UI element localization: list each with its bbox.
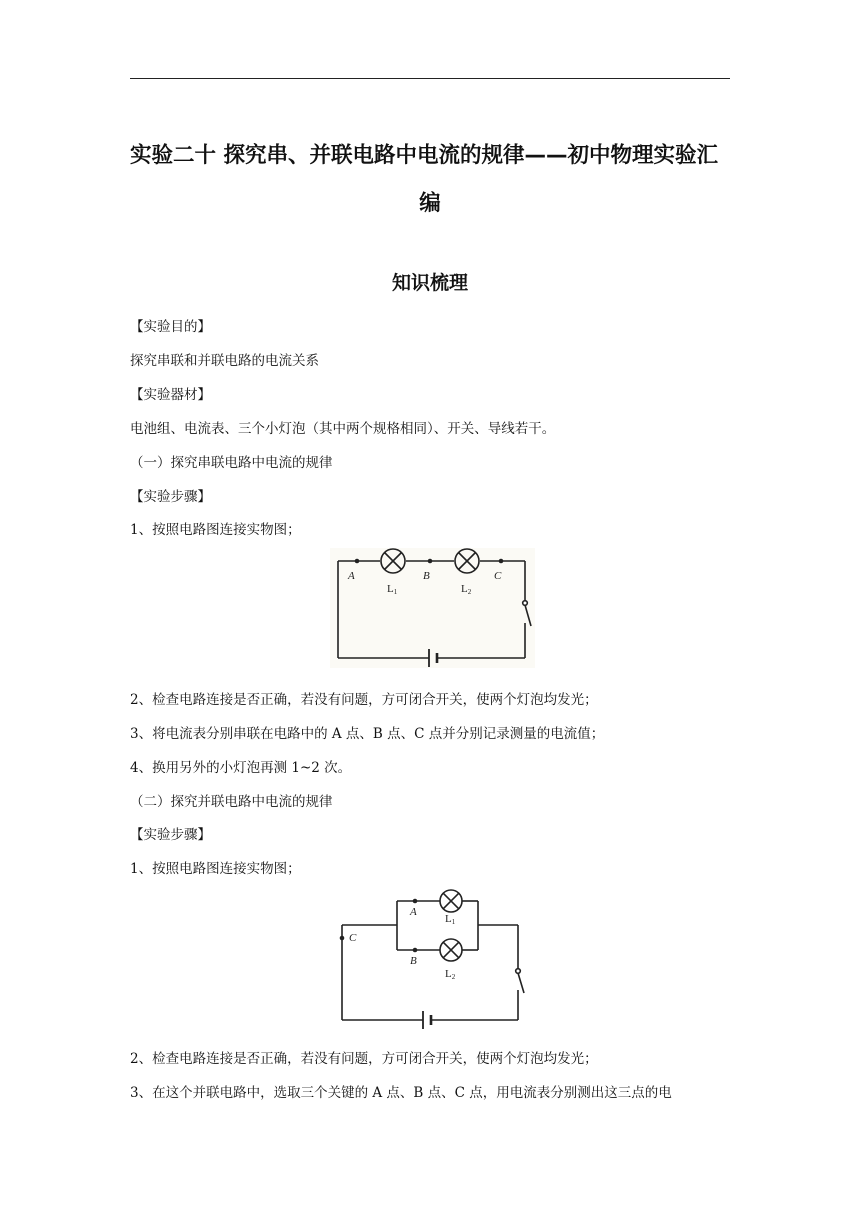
materials-text: 电池组、电流表、三个小灯泡（其中两个规格相同）、开关、导线若干。: [130, 421, 556, 437]
step1-1: 1、按照电路图连接实物图；: [130, 522, 301, 538]
parallel-label-l2: L2: [445, 968, 456, 981]
parallel-label-a: A: [410, 906, 417, 918]
parallel-circuit-diagram: [334, 880, 530, 1030]
purpose-text: 探究串联和并联电路的电流关系: [130, 353, 319, 369]
materials-heading: 【实验器材】: [130, 387, 211, 403]
title-line-2: 编: [419, 191, 441, 216]
series-circuit-diagram: [330, 548, 535, 668]
step1-4: 4、换用另外的小灯泡再测 1~2 次。: [130, 760, 352, 776]
series-label-c: C: [494, 570, 502, 582]
step2-2: 2、检查电路连接是否正确，若没有问题，方可闭合开关，使两个灯泡均发光；: [130, 1051, 598, 1067]
parallel-label-l1: L1: [445, 913, 456, 926]
purpose-heading: 【实验目的】: [130, 319, 211, 335]
section-heading: 知识梳理: [391, 272, 468, 294]
step2-1: 1、按照电路图连接实物图；: [130, 861, 301, 877]
steps1-heading: 【实验步骤】: [130, 489, 211, 505]
part2-heading: （二）探究并联电路中电流的规律: [130, 794, 333, 810]
parallel-label-c: C: [349, 932, 357, 944]
title-line-1: 实验二十 探究串、并联电路中电流的规律——初中物理实验汇: [130, 143, 718, 168]
series-label-a: A: [348, 570, 355, 582]
header-rule: [130, 78, 730, 79]
step2-3: 3、在这个并联电路中，选取三个关键的 A 点、B 点、C 点，用电流表分别测出这三点的电: [130, 1085, 672, 1101]
parallel-circuit-figure: [334, 880, 530, 1030]
step1-2: 2、检查电路连接是否正确，若没有问题，方可闭合开关，使两个灯泡均发光；: [130, 692, 598, 708]
series-label-b: B: [423, 570, 430, 582]
document-title: [130, 132, 730, 228]
series-label-l2: L2: [461, 583, 472, 596]
steps2-heading: 【实验步骤】: [130, 827, 211, 843]
part1-heading: （一）探究串联电路中电流的规律: [130, 455, 333, 471]
series-circuit-figure: [330, 548, 535, 668]
parallel-label-b: B: [410, 955, 417, 967]
series-label-l1: L1: [387, 583, 398, 596]
step1-3: 3、将电流表分别串联在电路中的 A 点、B 点、C 点并分别记录测量的电流值；: [130, 726, 605, 742]
